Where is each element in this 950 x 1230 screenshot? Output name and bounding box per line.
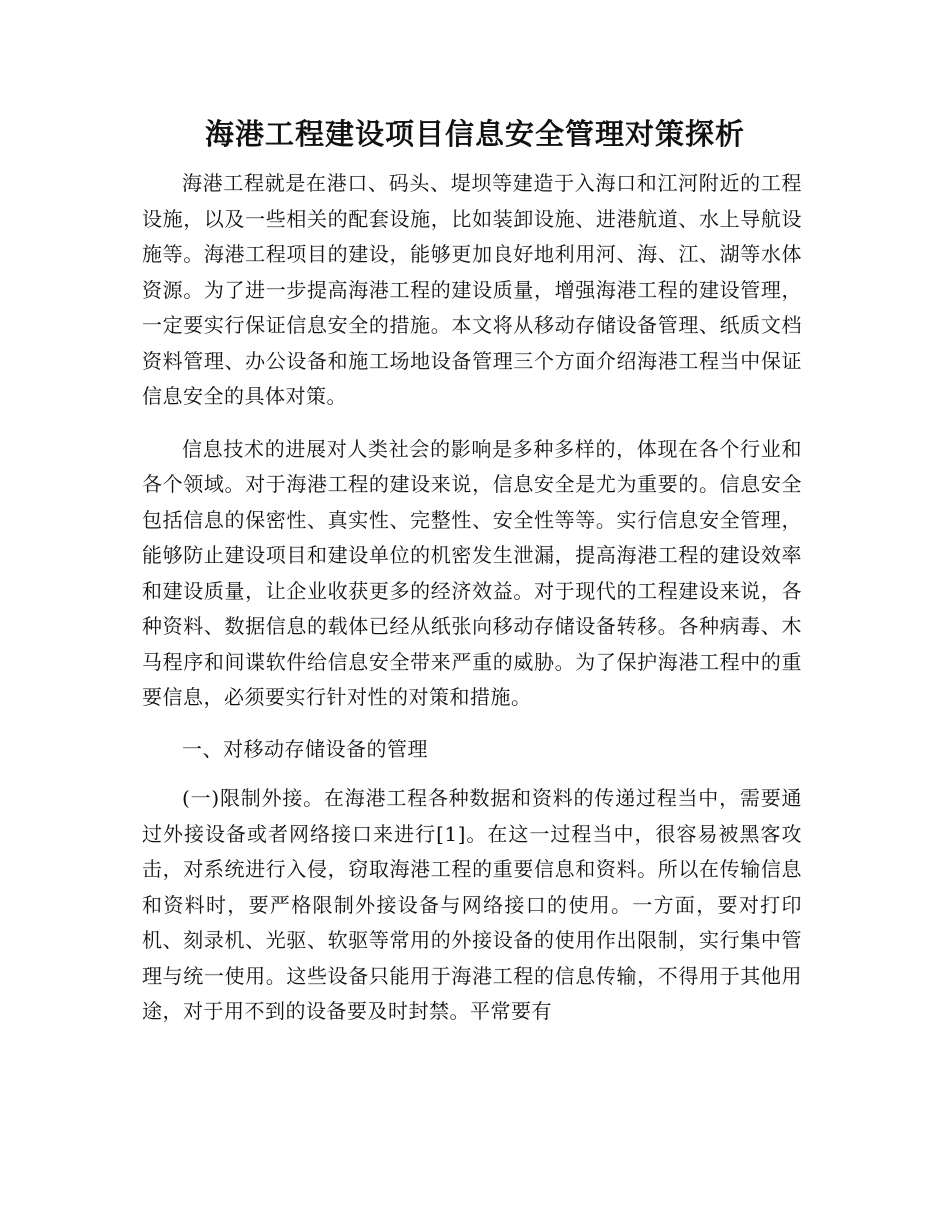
paragraph-intro: 海港工程就是在港口、码头、堤坝等建造于入海口和江河附近的工程设施，以及一些相关的配套设施，比如装卸设施、进港航道、水上导航设施等。海港工程项目的建设，能够更加良好地利用河、海、江、湖等水体资源。为了进一步提高海港工程的建设质量，增强海港工程的建设管理，一定要实行保证信息安全的措施。本文将从移动存储设备管理、纸质文档资料管理、办公设备和施工场地设备管理三个方面介绍海港工程当中保证信息安全的具体对策。 [142,171,802,408]
paragraph-limit-external: (一)限制外接。在海港工程各种数据和资料的传递过程当中，需要通过外接设备或者网络接口来进行[1]。在这一过程当中，很容易被黑客攻击，对系统进行入侵，窃取海港工程的重要信息和资料。所以在传输信息和资料时，要严格限制外接设备与网络接口的使用。一方面，要对打印机、刻录机、光驱、软驱等常用的外接设备的使用作出限制，实行集中管理与统一使用。这些设备只能用于海港工程的信息传输，不得用于其他用途，对于用不到的设备要及时封禁。平常要有 [142,786,802,1023]
document-title: 海港工程建设项目信息安全管理对策探析 [204,117,745,151]
document-body [142,166,802,1030]
paragraph-background: 信息技术的进展对人类社会的影响是多种多样的，体现在各个行业和各个领域。对于海港工程的建设来说，信息安全是尤为重要的。信息安全包括信息的保密性、真实性、完整性、安全性等等。实行信息安全管理，能够防止建设项目和建设单位的机密发生泄漏，提高海港工程的建设效率和建设质量，让企业收获更多的经济效益。对于现代的工程建设来说，各种资料、数据信息的载体已经从纸张向移动存储设备转移。各种病毒、木马程序和间谍软件给信息安全带来严重的威胁。为了保护海港工程中的重要信息，必须要实行针对性的对策和措施。 [142,436,802,709]
section-heading-mobile-storage: 一、对移动存储设备的管理 [182,736,428,761]
